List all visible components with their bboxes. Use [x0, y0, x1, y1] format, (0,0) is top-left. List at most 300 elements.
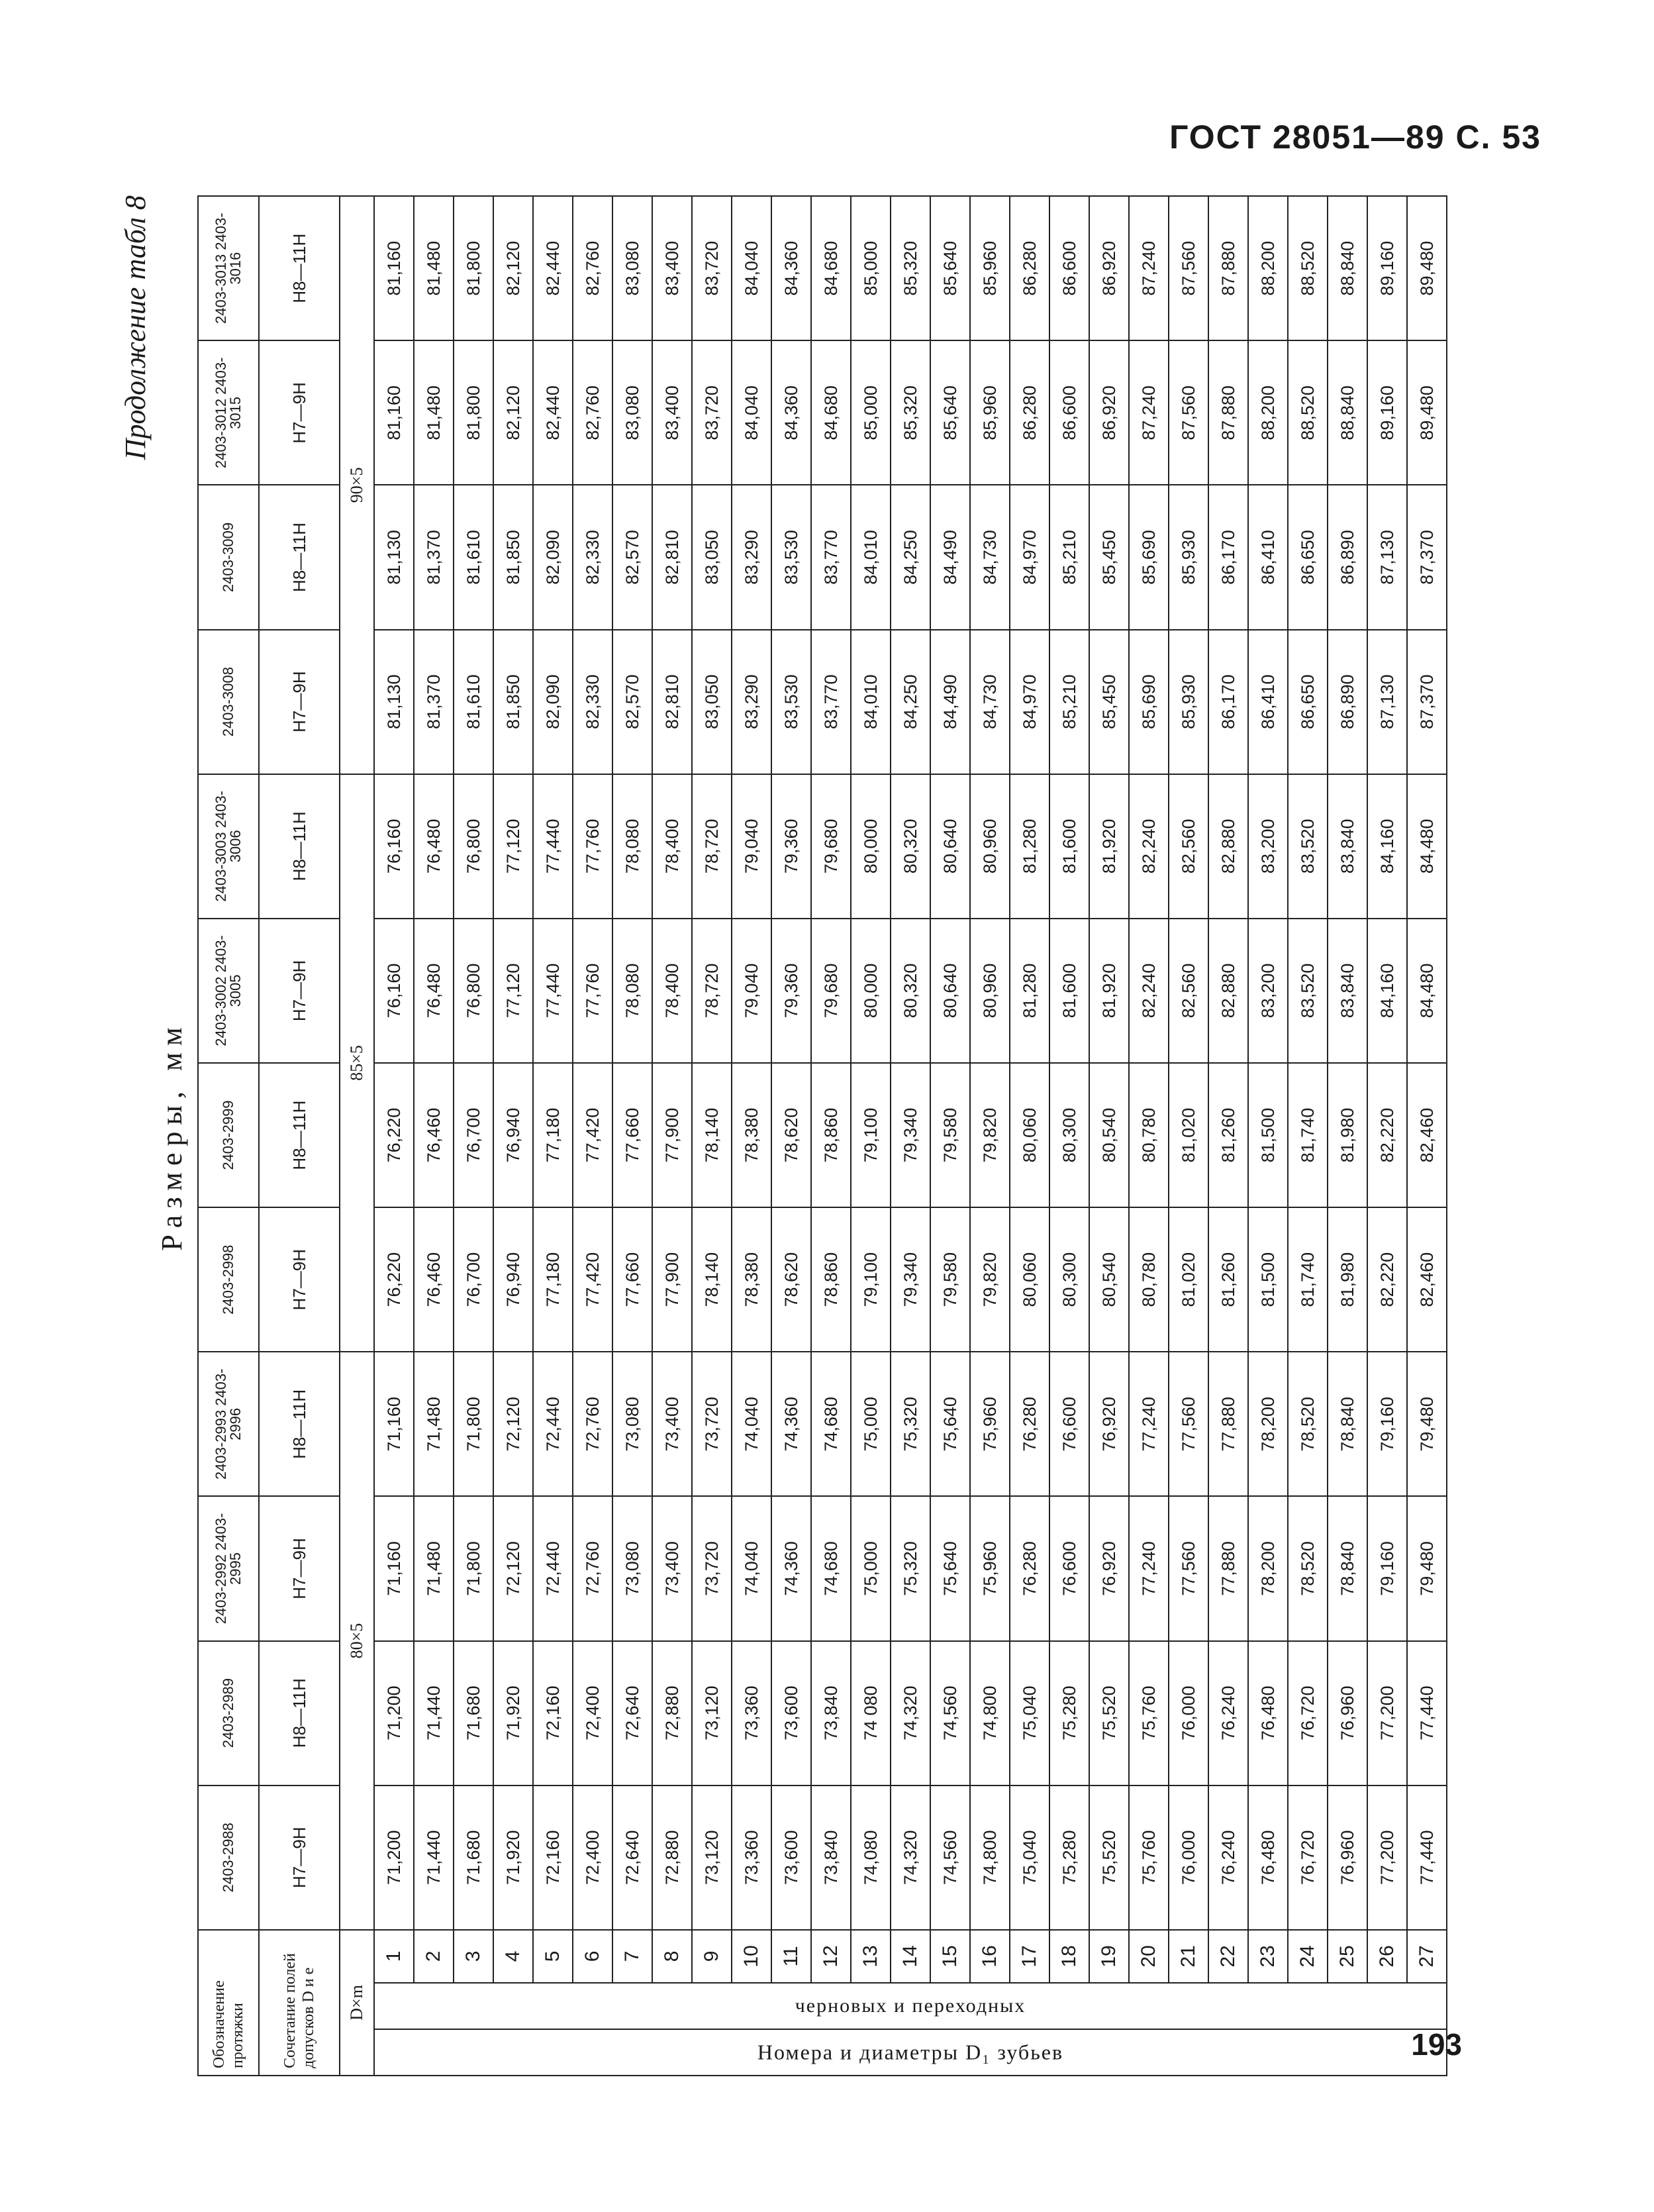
- diameter-cell: 74,040: [732, 1496, 771, 1640]
- tolerance-header: H7—9H: [259, 919, 340, 1063]
- diameter-cell: 76,600: [1049, 1352, 1089, 1496]
- diameter-cell: 81,280: [1010, 774, 1049, 919]
- diameter-cell: 78,720: [692, 774, 732, 919]
- diameter-cell: 81,020: [1169, 1207, 1208, 1352]
- diameter-cell: 84,160: [1367, 774, 1407, 919]
- dxm-label: D×m: [340, 1930, 374, 2076]
- diameter-cell: 84,040: [732, 340, 771, 485]
- diameter-cell: 83,840: [1328, 774, 1367, 919]
- diameter-cell: 83,770: [811, 485, 851, 629]
- table-row: [1010, 196, 1049, 2076]
- diameter-cell: 75,760: [1129, 1641, 1169, 1785]
- tooth-number: 2: [414, 1930, 454, 1983]
- diameter-cell: 87,880: [1208, 196, 1248, 340]
- diameter-cell: 81,600: [1049, 774, 1089, 919]
- diameter-cell: 76,480: [414, 919, 454, 1063]
- diameter-cell: 86,890: [1328, 485, 1367, 629]
- table-row: [692, 196, 732, 2076]
- diameter-cell: 77,180: [533, 1063, 573, 1207]
- diameter-cell: 75,640: [930, 1496, 970, 1640]
- diameter-cell: 86,410: [1248, 630, 1288, 774]
- diameter-cell: 71,200: [374, 1641, 414, 1785]
- diameter-cell: 88,200: [1248, 340, 1288, 485]
- tooth-number: 9: [692, 1930, 732, 1983]
- diameter-cell: 76,480: [414, 774, 454, 919]
- diameter-cell: 83,770: [811, 630, 851, 774]
- tooth-number: 19: [1089, 1930, 1129, 1983]
- diameter-cell: 73,600: [771, 1641, 811, 1785]
- diameter-cell: 77,120: [493, 919, 533, 1063]
- diameter-cell: 82,220: [1367, 1063, 1407, 1207]
- page-number: 193: [1411, 2027, 1462, 2062]
- diameter-cell: 80,000: [851, 919, 891, 1063]
- code-header: 2403-3012 2403-3015: [198, 340, 259, 485]
- diameter-cell: 82,440: [533, 196, 573, 340]
- diameter-cell: 75,280: [1049, 1641, 1089, 1785]
- table-row: [374, 196, 414, 2076]
- diameter-cell: 81,610: [454, 630, 493, 774]
- diameter-cell: 71,800: [454, 1352, 493, 1496]
- diameter-cell: 89,160: [1367, 196, 1407, 340]
- tooth-number: 1: [374, 1930, 414, 1983]
- diameter-cell: 84,480: [1407, 919, 1447, 1063]
- diameter-cell: 72,640: [612, 1641, 652, 1785]
- diameter-cell: 79,480: [1407, 1352, 1447, 1496]
- diameter-cell: 84,970: [1010, 485, 1049, 629]
- diameter-cell: 89,480: [1407, 340, 1447, 485]
- diameter-cell: 85,000: [851, 196, 891, 340]
- diameter-cell: 73,720: [692, 1496, 732, 1640]
- diameter-cell: 83,720: [692, 196, 732, 340]
- diameter-cell: 74,360: [771, 1352, 811, 1496]
- diameter-cell: 85,960: [970, 196, 1010, 340]
- diameter-cell: 82,240: [1129, 919, 1169, 1063]
- diameter-cell: 73,120: [692, 1785, 732, 1930]
- diameter-cell: 84,480: [1407, 774, 1447, 919]
- rough-transitional-label-cell: [374, 1983, 1447, 2029]
- diameter-cell: 78,400: [652, 774, 692, 919]
- gost-header: ГОСТ 28051—89 С. 53: [1169, 119, 1541, 156]
- diameter-cell: 86,920: [1089, 196, 1129, 340]
- diameter-cell: 78,620: [771, 1063, 811, 1207]
- diameter-cell: 74,560: [930, 1785, 970, 1930]
- diameter-cell: 71,920: [493, 1641, 533, 1785]
- table-row: [1049, 196, 1089, 2076]
- tooth-number: 18: [1049, 1930, 1089, 1983]
- diameter-cell: 85,960: [970, 340, 1010, 485]
- diameter-cell: 83,400: [652, 340, 692, 485]
- tolerance-header: H7—9H: [259, 630, 340, 774]
- diameter-cell: 77,440: [533, 919, 573, 1063]
- diameter-cell: 79,360: [771, 919, 811, 1063]
- diameter-cell: 82,560: [1169, 919, 1208, 1063]
- diameter-cell: 77,560: [1169, 1352, 1208, 1496]
- diameter-cell: 75,320: [891, 1352, 930, 1496]
- diameter-cell: 74,560: [930, 1641, 970, 1785]
- diameter-cell: 83,520: [1288, 774, 1328, 919]
- diameter-cell: 78,860: [811, 1063, 851, 1207]
- table-row: [1208, 196, 1248, 2076]
- designation-label: Обозначение протяжки: [198, 1930, 259, 2076]
- diameter-cell: 84,680: [811, 340, 851, 485]
- tooth-number: 3: [454, 1930, 493, 1983]
- diameter-cell: 78,140: [692, 1063, 732, 1207]
- diameter-cell: 81,500: [1248, 1207, 1288, 1352]
- diameter-cell: 77,420: [573, 1207, 612, 1352]
- diameter-cell: 86,280: [1010, 196, 1049, 340]
- diameter-cell: 78,080: [612, 919, 652, 1063]
- tolerance-header: H7—9H: [259, 1496, 340, 1640]
- diameter-cell: 81,600: [1049, 919, 1089, 1063]
- diameter-cell: 79,580: [930, 1063, 970, 1207]
- diameter-cell: 71,680: [454, 1785, 493, 1930]
- diameter-cell: 83,840: [1328, 919, 1367, 1063]
- table-row: [414, 196, 454, 2076]
- diameter-cell: 71,160: [374, 1496, 414, 1640]
- diameter-cell: 82,570: [612, 630, 652, 774]
- diameter-cell: 76,940: [493, 1207, 533, 1352]
- diameter-cell: 84,730: [970, 485, 1010, 629]
- diameter-cell: 81,160: [374, 340, 414, 485]
- diameter-cell: 84,730: [970, 630, 1010, 774]
- diameter-cell: 73,720: [692, 1352, 732, 1496]
- table-row: [1169, 196, 1208, 2076]
- diameter-cell: 73,400: [652, 1352, 692, 1496]
- diameter-cell: 76,480: [1248, 1641, 1288, 1785]
- rough-transitional-label: черновых и переходных: [795, 1994, 1026, 2017]
- diameter-cell: 72,760: [573, 1496, 612, 1640]
- diameter-cell: 84,250: [891, 485, 930, 629]
- diameter-cell: 74,320: [891, 1641, 930, 1785]
- diameter-cell: 87,130: [1367, 630, 1407, 774]
- diameter-cell: 79,340: [891, 1207, 930, 1352]
- diameter-cell: 76,960: [1328, 1641, 1367, 1785]
- diameter-cell: 83,080: [612, 196, 652, 340]
- diameter-cell: 75,000: [851, 1496, 891, 1640]
- diameter-cell: 81,980: [1328, 1207, 1367, 1352]
- tooth-number: 25: [1328, 1930, 1367, 1983]
- diameter-cell: 76,960: [1328, 1785, 1367, 1930]
- diameter-cell: 82,120: [493, 196, 533, 340]
- header-row-tolerances: [259, 196, 340, 2076]
- diameter-cell: 71,920: [493, 1785, 533, 1930]
- diameter-cell: 77,880: [1208, 1352, 1248, 1496]
- diameter-cell: 81,020: [1169, 1063, 1208, 1207]
- diameter-cell: 72,120: [493, 1352, 533, 1496]
- table-row: [454, 196, 493, 2076]
- diameter-cell: 79,040: [732, 919, 771, 1063]
- diameter-cell: 83,290: [732, 630, 771, 774]
- diameter-cell: 71,160: [374, 1352, 414, 1496]
- diameter-cell: 77,420: [573, 1063, 612, 1207]
- diameter-cell: 83,050: [692, 630, 732, 774]
- diameter-cell: 80,540: [1089, 1207, 1129, 1352]
- diameter-cell: 85,930: [1169, 485, 1208, 629]
- diameter-cell: 79,680: [811, 774, 851, 919]
- diameter-cell: 80,300: [1049, 1063, 1089, 1207]
- diameter-cell: 72,160: [533, 1785, 573, 1930]
- diameter-cell: 72,880: [652, 1785, 692, 1930]
- diameter-cell: 74,360: [771, 1496, 811, 1640]
- code-header: 2403-2988: [198, 1785, 259, 1930]
- diameter-cell: 84,010: [851, 485, 891, 629]
- diameter-cell: 82,460: [1407, 1207, 1447, 1352]
- diameter-cell: 80,300: [1049, 1207, 1089, 1352]
- tooth-number: 5: [533, 1930, 573, 1983]
- tooth-number: 7: [612, 1930, 652, 1983]
- diameter-cell: 76,220: [374, 1063, 414, 1207]
- diameter-cell: 80,540: [1089, 1063, 1129, 1207]
- diameter-cell: 79,160: [1367, 1496, 1407, 1640]
- diameter-cell: 78,520: [1288, 1496, 1328, 1640]
- diameter-cell: 86,920: [1089, 340, 1129, 485]
- diameter-cell: 79,480: [1407, 1496, 1447, 1640]
- tooth-number: 23: [1248, 1930, 1288, 1983]
- diameter-cell: 87,560: [1169, 196, 1208, 340]
- diameter-cell: 76,240: [1208, 1641, 1248, 1785]
- diameter-cell: 85,690: [1129, 485, 1169, 629]
- diameter-cell: 85,930: [1169, 630, 1208, 774]
- code-header: 2403-2992 2403-2995: [198, 1496, 259, 1640]
- diameter-cell: 82,760: [573, 196, 612, 340]
- diameter-cell: 81,740: [1288, 1207, 1328, 1352]
- diameter-cell: 87,880: [1208, 340, 1248, 485]
- diameter-cell: 73,600: [771, 1785, 811, 1930]
- diameter-cell: 79,100: [851, 1063, 891, 1207]
- table-row: [811, 196, 851, 2076]
- diameter-cell: 81,160: [374, 196, 414, 340]
- diameter-cell: 74,040: [732, 1352, 771, 1496]
- diameter-cell: 85,450: [1089, 630, 1129, 774]
- code-header: 2403-3003 2403-3006: [198, 774, 259, 919]
- diameter-cell: 83,080: [612, 340, 652, 485]
- diameter-cell: 81,800: [454, 340, 493, 485]
- diameter-cell: 77,440: [533, 774, 573, 919]
- diameter-cell: 75,760: [1129, 1785, 1169, 1930]
- diameter-cell: 87,130: [1367, 485, 1407, 629]
- diameter-cell: 88,840: [1328, 196, 1367, 340]
- diameter-cell: 78,380: [732, 1207, 771, 1352]
- diameter-cell: 88,200: [1248, 196, 1288, 340]
- diameter-cell: 79,680: [811, 919, 851, 1063]
- diameter-cell: 86,600: [1049, 340, 1089, 485]
- diameter-cell: 84,250: [891, 630, 930, 774]
- tooth-number: 6: [573, 1930, 612, 1983]
- diameter-cell: 77,560: [1169, 1496, 1208, 1640]
- diameter-cell: 76,280: [1010, 1496, 1049, 1640]
- tooth-number: 4: [493, 1930, 533, 1983]
- code-header: 2403-2993 2403-2996: [198, 1352, 259, 1496]
- diameter-cell: 76,460: [414, 1063, 454, 1207]
- tooth-number: 12: [811, 1930, 851, 1983]
- diameter-cell: 82,460: [1407, 1063, 1447, 1207]
- tooth-number: 22: [1208, 1930, 1248, 1983]
- code-header: 2403-2998: [198, 1207, 259, 1352]
- diameter-cell: 79,100: [851, 1207, 891, 1352]
- diameter-cell: 73,080: [612, 1352, 652, 1496]
- diameter-cell: 85,320: [891, 196, 930, 340]
- tolerance-header: H8—11H: [259, 1641, 340, 1785]
- diameter-cell: 82,330: [573, 485, 612, 629]
- diameter-cell: 79,580: [930, 1207, 970, 1352]
- tooth-number: 16: [970, 1930, 1010, 1983]
- diameter-cell: 89,480: [1407, 196, 1447, 340]
- diameter-cell: 81,610: [454, 485, 493, 629]
- code-header: 2403-2989: [198, 1641, 259, 1785]
- diameter-cell: 78,520: [1288, 1352, 1328, 1496]
- diameter-cell: 78,620: [771, 1207, 811, 1352]
- diameter-cell: 76,480: [1248, 1785, 1288, 1930]
- diameter-cell: 75,040: [1010, 1785, 1049, 1930]
- diameter-cell: 81,480: [414, 340, 454, 485]
- diameter-cell: 75,040: [1010, 1641, 1049, 1785]
- rotated-table-area: [113, 195, 1496, 2076]
- diameter-cell: 78,400: [652, 919, 692, 1063]
- diameter-cell: 82,120: [493, 340, 533, 485]
- diameter-cell: 72,440: [533, 1496, 573, 1640]
- diameter-cell: 74,800: [970, 1785, 1010, 1930]
- numbers-diameters-label-cell: [374, 2029, 1447, 2076]
- diameter-cell: 79,160: [1367, 1352, 1407, 1496]
- diameter-cell: 84,010: [851, 630, 891, 774]
- diameter-cell: 87,240: [1129, 340, 1169, 485]
- tolerance-label: Сочетание полей допусков D и e: [259, 1930, 340, 2076]
- table-row: [1407, 196, 1447, 2076]
- diameter-cell: 85,210: [1049, 630, 1089, 774]
- table-row: [930, 196, 970, 2076]
- diameter-cell: 74,080: [851, 1785, 891, 1930]
- diameter-cell: 86,170: [1208, 630, 1248, 774]
- diameter-cell: 81,850: [493, 485, 533, 629]
- diameter-cell: 82,440: [533, 340, 573, 485]
- diameter-cell: 77,240: [1129, 1352, 1169, 1496]
- diameter-cell: 81,740: [1288, 1063, 1328, 1207]
- table-row: [1367, 196, 1407, 2076]
- diameter-cell: 74,320: [891, 1785, 930, 1930]
- diameter-cell: 82,220: [1367, 1207, 1407, 1352]
- diameter-cell: 85,320: [891, 340, 930, 485]
- diameter-cell: 75,280: [1049, 1785, 1089, 1930]
- diameter-cell: 76,160: [374, 774, 414, 919]
- diameter-cell: 82,240: [1129, 774, 1169, 919]
- diameter-cell: 77,760: [573, 919, 612, 1063]
- numbers-diameters-label: Номера и диаметры D₁ зубьев: [757, 2040, 1064, 2064]
- tooth-number: 8: [652, 1930, 692, 1983]
- diameter-cell: 84,040: [732, 196, 771, 340]
- diameter-cell: 77,900: [652, 1063, 692, 1207]
- tooth-number: 14: [891, 1930, 930, 1983]
- code-header: 2403-3009: [198, 485, 259, 629]
- diameter-cell: 78,840: [1328, 1496, 1367, 1640]
- diameter-cell: 77,180: [533, 1207, 573, 1352]
- table-row: [970, 196, 1010, 2076]
- tolerance-header: H8—11H: [259, 1063, 340, 1207]
- diameter-cell: 73,120: [692, 1641, 732, 1785]
- diameter-cell: 72,400: [573, 1785, 612, 1930]
- diameter-cell: 72,400: [573, 1641, 612, 1785]
- diameter-cell: 81,130: [374, 630, 414, 774]
- diameter-cell: 81,130: [374, 485, 414, 629]
- diameter-cell: 80,060: [1010, 1063, 1049, 1207]
- code-header: 2403-2999: [198, 1063, 259, 1207]
- diameter-cell: 79,040: [732, 774, 771, 919]
- diameter-cell: 83,200: [1248, 774, 1288, 919]
- diameter-cell: 83,530: [771, 630, 811, 774]
- diameter-cell: 80,000: [851, 774, 891, 919]
- diameter-cell: 82,810: [652, 630, 692, 774]
- tolerance-header: H8—11H: [259, 774, 340, 919]
- diameter-cell: 83,290: [732, 485, 771, 629]
- diameter-cell: 83,200: [1248, 919, 1288, 1063]
- diameter-cell: 71,480: [414, 1496, 454, 1640]
- table-row: [891, 196, 930, 2076]
- diameter-cell: 84,490: [930, 630, 970, 774]
- diameter-cell: 87,370: [1407, 485, 1447, 629]
- diameter-cell: 80,780: [1129, 1207, 1169, 1352]
- tolerance-header: H7—9H: [259, 1785, 340, 1930]
- diameter-cell: 83,520: [1288, 919, 1328, 1063]
- diameter-cell: 76,220: [374, 1207, 414, 1352]
- table-row: [1129, 196, 1169, 2076]
- diameter-cell: 80,060: [1010, 1207, 1049, 1352]
- header-row-dxm: [340, 196, 374, 2076]
- table-row: [573, 196, 612, 2076]
- diameter-cell: 77,660: [612, 1207, 652, 1352]
- diameter-cell: 80,780: [1129, 1063, 1169, 1207]
- diameter-cell: 76,240: [1208, 1785, 1248, 1930]
- diameter-cell: 76,920: [1089, 1352, 1129, 1496]
- diameter-cell: 71,200: [374, 1785, 414, 1930]
- diameter-cell: 82,570: [612, 485, 652, 629]
- diameter-cell: 78,080: [612, 774, 652, 919]
- diameter-cell: 85,640: [930, 196, 970, 340]
- diameter-cell: 75,960: [970, 1496, 1010, 1640]
- diameter-cell: 72,760: [573, 1352, 612, 1496]
- diameter-cell: 75,960: [970, 1352, 1010, 1496]
- diameter-cell: 77,120: [493, 774, 533, 919]
- diameter-cell: 80,640: [930, 919, 970, 1063]
- table-row: [1089, 196, 1129, 2076]
- data-table: [197, 195, 1447, 2076]
- tooth-number: 13: [851, 1930, 891, 1983]
- tolerance-header: H7—9H: [259, 340, 340, 485]
- table-row: [493, 196, 533, 2076]
- diameter-cell: 80,640: [930, 774, 970, 919]
- diameter-cell: 76,000: [1169, 1785, 1208, 1930]
- diameter-cell: 77,240: [1129, 1496, 1169, 1640]
- diameter-cell: 82,090: [533, 485, 573, 629]
- diameter-cell: 81,370: [414, 630, 454, 774]
- diameter-cell: 77,660: [612, 1063, 652, 1207]
- diameter-cell: 73,360: [732, 1785, 771, 1930]
- diameter-cell: 74 080: [851, 1641, 891, 1785]
- diameter-cell: 84,970: [1010, 630, 1049, 774]
- diameter-cell: 78,720: [692, 919, 732, 1063]
- diameter-cell: 81,280: [1010, 919, 1049, 1063]
- diameter-cell: 71,480: [414, 1352, 454, 1496]
- diameter-cell: 73,400: [652, 1496, 692, 1640]
- diameter-cell: 73,360: [732, 1641, 771, 1785]
- diameter-cell: 77,900: [652, 1207, 692, 1352]
- header-row-codes: [198, 196, 259, 2076]
- diameter-cell: 76,700: [454, 1063, 493, 1207]
- diameter-cell: 71,440: [414, 1641, 454, 1785]
- diameter-cell: 84,490: [930, 485, 970, 629]
- diameter-cell: 86,650: [1288, 630, 1328, 774]
- diameter-cell: 78,200: [1248, 1352, 1288, 1496]
- group-header: 90×5: [340, 196, 374, 774]
- diameter-cell: 77,200: [1367, 1641, 1407, 1785]
